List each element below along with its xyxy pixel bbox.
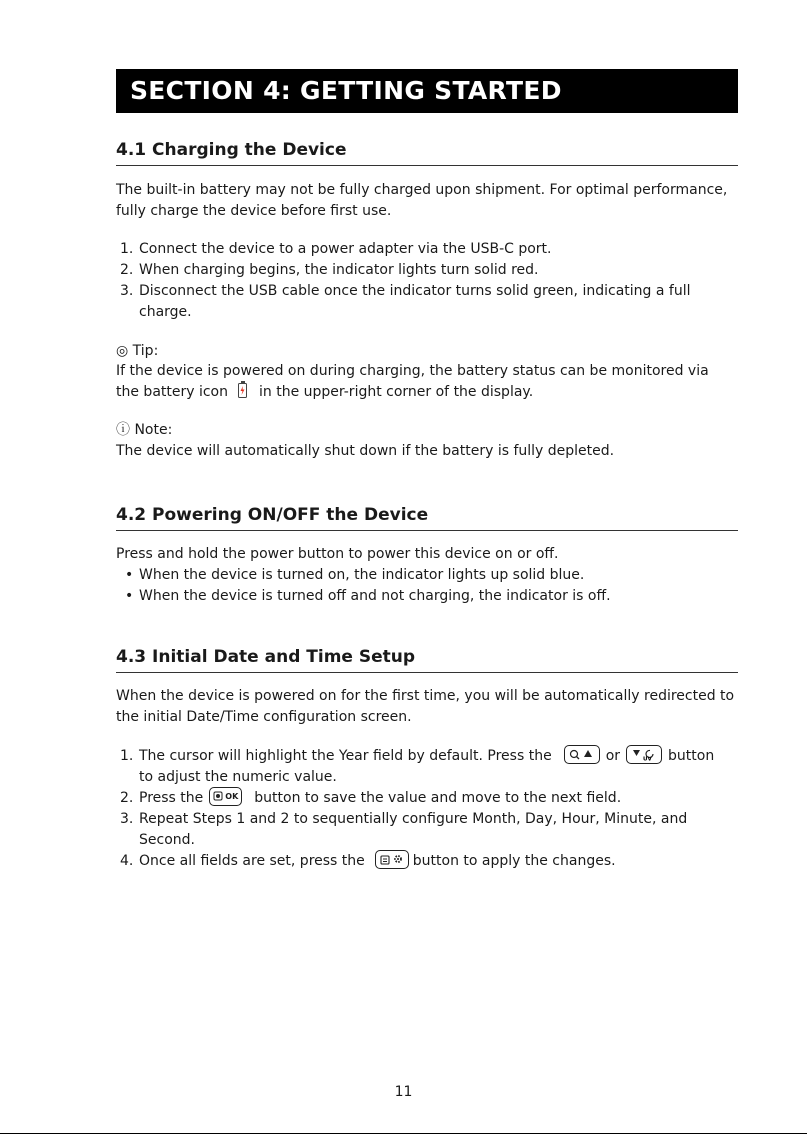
list-item: • When the device is turned off and not charging, the indicator is off.: [125, 588, 611, 604]
menu-settings-button-icon: [375, 850, 409, 869]
footer-divider: [0, 1133, 807, 1134]
charging-intro: The built-in battery may not be fully charged upon shipment. For optimal performance, fully charge the device before first use.: [116, 182, 728, 219]
zoom-up-button-icon: [564, 745, 600, 764]
page-number: 11: [394, 1084, 413, 1100]
list-item: 3. Disconnect the USB cable once the indicator turns solid green, indicating a full charge.: [120, 283, 691, 320]
heading-4-3: 4.3 Initial Date and Time Setup: [116, 646, 738, 673]
section-title: SECTION 4: GETTING STARTED: [116, 69, 738, 113]
list-item: • When the device is turned on, the indicator lights up solid blue.: [125, 567, 585, 583]
datetime-steps: [116, 746, 736, 872]
charging-steps: [116, 239, 736, 323]
tip-text: If the device is powered on during charging, the battery status can be monitored via the battery icon in the upper-right corner of the display.: [116, 363, 709, 400]
list-item: 1. The cursor will highlight the Year field by default. Press the or UV button to adjust the numeric value.: [116, 746, 736, 788]
heading-4-1: 4.1 Charging the Device: [116, 139, 738, 166]
note-text: The device will automatically shut down if the battery is fully depleted.: [116, 443, 615, 459]
heading-4-2: 4.2 Powering ON/OFF the Device: [116, 504, 738, 531]
list-item: 1. Connect the device to a power adapter via the USB-C port.: [120, 241, 552, 257]
list-item: 3. Repeat Steps 1 and 2 to sequentially configure Month, Day, Hour, Minute, and Second.: [120, 811, 688, 848]
power-bullets: [116, 565, 736, 607]
down-rotate-uv-button-icon: [626, 745, 662, 764]
list-item: 2. When charging begins, the indicator lights turn solid red.: [120, 262, 539, 278]
datetime-intro: When the device is powered on for the first time, you will be automatically redirected to the initial Date/Time configuration screen.: [116, 688, 735, 725]
tip-label: ◎ Tip:: [116, 343, 159, 359]
battery-icon: [238, 383, 247, 398]
note-label: ⓘ Note:: [116, 422, 173, 438]
svg-text:UV: UV: [643, 756, 652, 761]
list-item: 2. Press the OK button to save the value and move to the next field.: [116, 788, 736, 809]
list-item: 4. Once all fields are set, press the button to apply the changes.: [116, 851, 736, 872]
power-intro: Press and hold the power button to power this device on or off.: [116, 546, 559, 562]
ok-button-icon: OK: [209, 787, 242, 806]
